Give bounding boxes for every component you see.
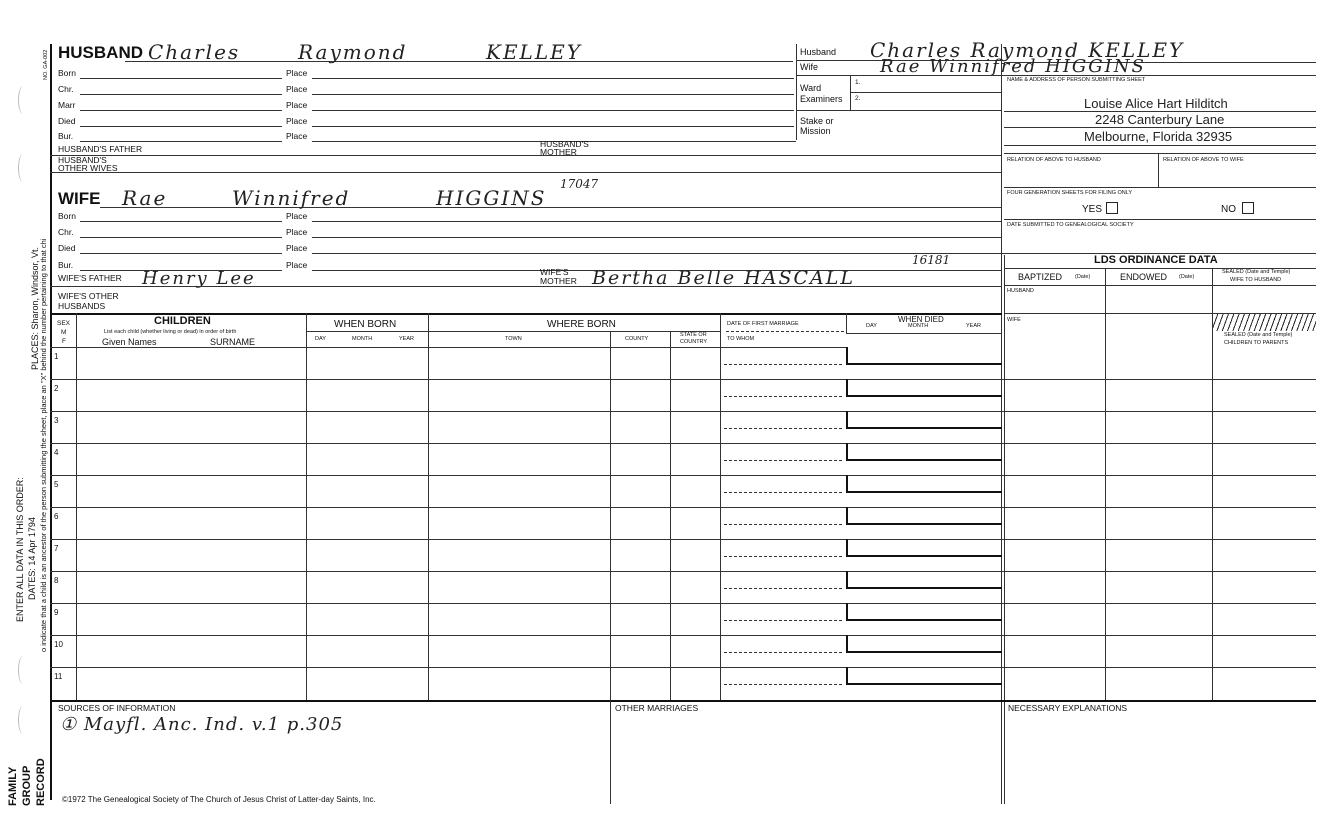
punch-hole (18, 86, 28, 114)
child-row-number: 7 (54, 544, 59, 553)
col-when-died (846, 313, 847, 333)
child-marriage-dash (724, 684, 842, 685)
four-gen-bottom-line (1004, 219, 1316, 220)
record-title-3: RECORD (35, 758, 47, 806)
sex-label: SEX (57, 320, 71, 327)
child-marriage-dash (724, 428, 842, 429)
husband-middle-name[interactable]: Raymond (298, 40, 408, 64)
child-name-cell[interactable] (77, 380, 305, 410)
record-title-2: GROUP (21, 765, 33, 806)
submitter-city[interactable]: Melbourne, Florida 32935 (1084, 129, 1233, 144)
lds-baptized: BAPTIZED (1018, 272, 1063, 282)
child-name-cell[interactable] (77, 636, 305, 666)
col-state (670, 331, 671, 700)
wife-born-place-line (312, 221, 1002, 222)
died-day-label: DAY (866, 323, 877, 329)
child-row-number: 5 (54, 480, 59, 489)
county-label: COUNTY (625, 336, 649, 342)
header-wife-label: Wife (800, 62, 818, 72)
lds-husband-row: HUSBAND (1007, 288, 1034, 294)
wife-chr-line (80, 237, 282, 238)
lds-hatched-box (1213, 314, 1316, 331)
wife-died-label: Died (58, 243, 76, 253)
child-name-cell[interactable] (77, 668, 305, 698)
header-husband-name[interactable]: Charles Raymond KELLEY (870, 38, 1185, 62)
punch-hole (18, 706, 28, 734)
where-born-label: WHERE BORN (547, 319, 616, 330)
husband-mother-label-1: HUSBAND'S (540, 139, 589, 149)
child-marriage-dash (724, 620, 842, 621)
child-row-number: 10 (54, 640, 63, 649)
husband-other-wives-1: HUSBAND'S (58, 155, 107, 165)
col-county (610, 331, 611, 700)
wife-other-husbands-1: WIFE'S OTHER (58, 291, 119, 301)
child-died-box[interactable] (846, 667, 1002, 685)
lds-sealed-cp-1: SEALED (Date and Temple) (1224, 332, 1293, 338)
child-name-cell[interactable] (77, 604, 305, 634)
husband-given-name[interactable]: Charles (148, 40, 241, 64)
wife-born-place-label: Place (286, 211, 308, 221)
child-marriage-dash (724, 492, 842, 493)
husband-born-place-line (312, 78, 794, 79)
relation-top-line (1004, 153, 1316, 154)
husband-mother-label-2: MOTHER (540, 147, 577, 157)
wife-father-label: WIFE'S FATHER (58, 273, 122, 283)
examiners-bottom-line (796, 110, 1002, 111)
wife-number[interactable]: 17047 (560, 177, 599, 191)
examiners-label: Examiners (800, 94, 843, 104)
where-born-sub-line (428, 331, 720, 332)
child-row-number: 3 (54, 416, 59, 425)
husband-died-place-label: Place (286, 116, 308, 126)
left-border (50, 44, 52, 800)
child-died-box[interactable] (846, 475, 1002, 493)
sidebar-places: PLACES: Sharon, Windsor, Vt. (30, 246, 40, 370)
child-name-cell[interactable] (77, 572, 305, 602)
lds-sealed-cp-2: CHILDREN TO PARENTS (1224, 340, 1289, 346)
child-marriage-dash (724, 652, 842, 653)
submitter-line-2 (1004, 127, 1316, 128)
lds-wife-row: WIFE (1007, 317, 1021, 323)
yes-checkbox[interactable] (1106, 202, 1118, 214)
when-died-header-bottom (846, 333, 1002, 334)
husband-marr-place-label: Place (286, 100, 308, 110)
child-died-box[interactable] (846, 443, 1002, 461)
children-surname-label: SURNAME (210, 337, 256, 347)
husband-bur-label: Bur. (58, 131, 74, 141)
child-died-box[interactable] (846, 411, 1002, 429)
child-row-number: 1 (54, 352, 59, 361)
ward-label: Ward (800, 83, 822, 93)
husband-died-place-line (312, 126, 794, 127)
sidebar-indicate-note: o indicate that a child is an ancestor of the person submitting the sheet, place an "X" behind the number pertaining to that chi (39, 238, 48, 652)
wife-chr-place-line (312, 237, 1002, 238)
given-names-label: Given Names (102, 337, 157, 347)
header-box-left (796, 44, 797, 140)
husband-other-wives-2: OTHER WIVES (58, 163, 118, 173)
wife-died-place-label: Place (286, 243, 308, 253)
husband-section-bottom (50, 172, 1002, 173)
husband-born-line (80, 78, 282, 79)
relation-divider (1158, 153, 1159, 188)
child-row-number: 6 (54, 512, 59, 521)
wife-middle-name[interactable]: Winnifred (232, 186, 351, 210)
wife-born-line (80, 221, 282, 222)
sex-m-label: M (61, 329, 67, 336)
other-marriages-label: OTHER MARRIAGES (615, 703, 699, 713)
husband-chr-place-label: Place (286, 84, 308, 94)
wife-heading: WIFE (58, 189, 101, 208)
sex-f-label: F (62, 338, 66, 345)
husband-chr-place-line (312, 94, 794, 95)
husband-father-label: HUSBAND'S FATHER (58, 144, 143, 154)
when-died-label: WHEN DIED (898, 315, 944, 324)
husband-marr-label: Marr (58, 100, 76, 110)
child-died-box[interactable] (846, 379, 1002, 397)
no-label: NO (1221, 204, 1236, 215)
relation-bottom-line (1004, 187, 1316, 188)
child-row-number: 2 (54, 384, 59, 393)
header-husband-label: Husband (800, 47, 837, 57)
child-name-cell[interactable] (77, 444, 305, 474)
born-day-label: DAY (315, 336, 326, 342)
submitter-label: NAME & ADDRESS OF PERSON SUBMITTING SHEET (1007, 77, 1146, 83)
child-died-box[interactable] (846, 603, 1002, 621)
when-born-label: WHEN BORN (334, 319, 397, 330)
child-name-cell[interactable] (77, 412, 305, 442)
husband-died-label: Died (58, 116, 76, 126)
child-name-cell[interactable] (77, 348, 305, 378)
necessary-explanations-label: NECESSARY EXPLANATIONS (1008, 703, 1128, 713)
child-row-number: 8 (54, 576, 59, 585)
lds-sealed-wh-1: SEALED (Date and Temple) (1222, 269, 1291, 275)
child-died-box[interactable] (846, 635, 1002, 653)
lds-title: LDS ORDINANCE DATA (1094, 254, 1218, 266)
husband-marr-place-line (312, 110, 794, 111)
date-submitted-label: DATE SUBMITTED TO GENEALOGICAL SOCIETY (1007, 222, 1134, 228)
four-gen-label: FOUR GENERATION SHEETS FOR FILING ONLY (1007, 190, 1133, 196)
right-column-divider-2 (1004, 255, 1005, 804)
husband-bur-line (80, 141, 282, 142)
header-wife-name[interactable]: Rae Winnifred HIGGINS (880, 56, 1146, 77)
husband-marr-line (80, 110, 282, 111)
child-name-cell[interactable] (77, 508, 305, 538)
examiner-mid-line (850, 92, 1001, 93)
copyright: ©1972 The Genealogical Society of The Church of Jesus Christ of Latter-day Saints, Inc. (62, 795, 376, 804)
child-marriage-dash (724, 524, 842, 525)
wife-surname[interactable]: HIGGINS (436, 186, 547, 210)
examiners-divider (850, 76, 851, 110)
husband-chr-label: Chr. (58, 84, 74, 94)
sources-label: SOURCES OF INFORMATION (58, 703, 176, 713)
examiner-1: 1. (855, 79, 861, 86)
child-died-box[interactable] (846, 507, 1002, 525)
record-title-1: FAMILY (7, 766, 19, 806)
state-label-2: COUNTRY (680, 339, 708, 345)
stake-label-1: Stake or (800, 116, 834, 126)
to-whom-label: TO WHOM (727, 336, 755, 342)
lds-endowed: ENDOWED (1120, 272, 1167, 282)
husband-born-label: Born (58, 68, 76, 78)
child-row-number: 4 (54, 448, 59, 457)
husband-bur-place-label: Place (286, 131, 308, 141)
wife-other-husbands-2: HUSBANDS (58, 301, 106, 311)
submitter-name[interactable]: Louise Alice Hart Hilditch (1084, 96, 1228, 111)
stake-label-2: Mission (800, 126, 831, 136)
town-label: TOWN (505, 336, 522, 342)
wife-parents-line (50, 286, 1002, 287)
child-row-number: 11 (54, 672, 63, 681)
child-marriage-dash (724, 588, 842, 589)
no-checkbox[interactable] (1242, 202, 1254, 214)
wife-mother-number[interactable]: 16181 (912, 253, 951, 267)
wife-mother-name[interactable]: Bertha Belle HASCALL (592, 267, 855, 289)
child-marriage-dash (724, 460, 842, 461)
child-marriage-dash (724, 396, 842, 397)
state-label-1: STATE OR (680, 332, 707, 338)
children-subtitle: List each child (whether living or dead) in order of birth (104, 329, 237, 335)
husband-born-place-label: Place (286, 68, 308, 78)
husband-died-line (80, 126, 282, 127)
wife-father-name[interactable]: Henry Lee (142, 268, 256, 289)
husband-chr-line (80, 94, 282, 95)
submitter-line-3 (1004, 145, 1316, 146)
first-marriage-label: DATE OF FIRST MARRIAGE (727, 321, 799, 327)
examiner-2: 2. (855, 95, 861, 102)
child-died-box[interactable] (846, 347, 1002, 365)
lds-sealed-wh-2: WIFE TO HUSBAND (1230, 277, 1282, 283)
husband-heading: HUSBAND (58, 43, 143, 62)
wife-chr-label: Chr. (58, 227, 74, 237)
child-name-cell[interactable] (77, 476, 305, 506)
wife-bur-place-label: Place (286, 260, 308, 270)
born-year-label: YEAR (399, 336, 414, 342)
wife-mother-label-1: WIFE'S (540, 267, 569, 277)
punch-hole (18, 656, 28, 684)
when-born-sub-line (306, 331, 428, 332)
yes-label: YES (1082, 204, 1103, 215)
lds-header-bottom-line (1004, 285, 1316, 286)
wife-bur-label: Bur. (58, 260, 74, 270)
child-name-cell[interactable] (77, 540, 305, 570)
sidebar-enter-line1: ENTER ALL DATA IN THIS ORDER: (15, 477, 25, 622)
wife-chr-place-label: Place (286, 227, 308, 237)
child-row-number: 9 (54, 608, 59, 617)
submitter-street[interactable]: 2248 Canterbury Lane (1095, 112, 1225, 127)
children-table-bottom (50, 700, 1316, 702)
form-number: NO. GA-002 (43, 49, 49, 80)
child-died-box[interactable] (846, 571, 1002, 589)
relation-wife-label: RELATION OF ABOVE TO WIFE (1163, 157, 1244, 163)
wife-born-label: Born (58, 211, 76, 221)
lds-baptized-date: (Date) (1075, 274, 1091, 280)
children-title: CHILDREN (154, 315, 211, 327)
lds-endowed-date: (Date) (1179, 274, 1195, 280)
husband-surname[interactable]: KELLEY (486, 40, 582, 64)
relation-husband-label: RELATION OF ABOVE TO HUSBAND (1007, 157, 1101, 163)
born-month-label: MONTH (352, 336, 373, 342)
header-wife-line (796, 75, 1316, 76)
wife-mother-label-2: MOTHER (540, 276, 577, 286)
first-marriage-dash (726, 331, 844, 332)
husband-parents-line (50, 155, 1002, 156)
punch-hole (18, 154, 28, 182)
child-died-box[interactable] (846, 539, 1002, 557)
died-month-label: MONTH (908, 323, 929, 329)
wife-given-name[interactable]: Rae (122, 186, 168, 210)
wife-died-place-line (312, 253, 1004, 254)
died-year-label: YEAR (966, 323, 981, 329)
child-marriage-dash (724, 364, 842, 365)
footer-divider (610, 700, 611, 804)
sidebar-enter-line2: DATES: 14 Apr 1794 (27, 517, 37, 600)
wife-died-line (80, 253, 282, 254)
sources-text[interactable]: ① Mayfl. Anc. Ind. v.1 p.305 (60, 714, 344, 735)
child-marriage-dash (724, 556, 842, 557)
